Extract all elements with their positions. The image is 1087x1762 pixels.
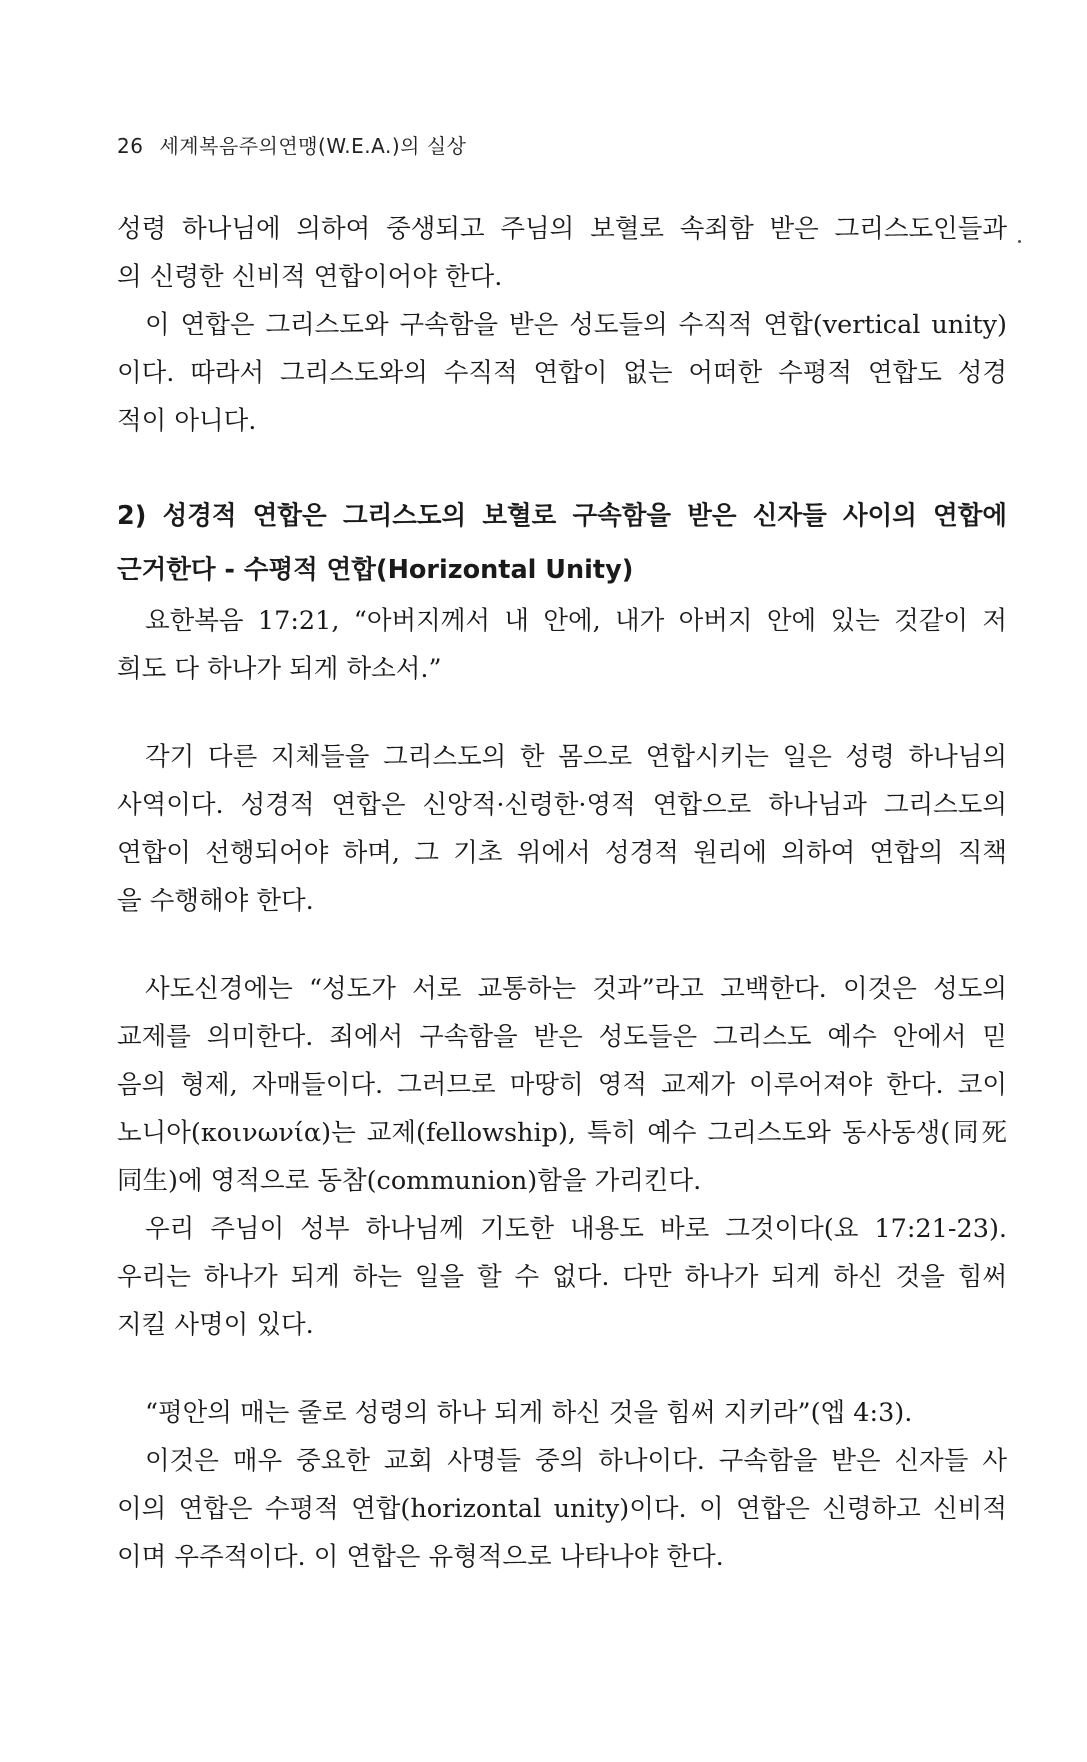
paragraph-gap [117, 693, 1007, 733]
paragraph-5 [117, 965, 1007, 1205]
margin-speck [1018, 240, 1021, 243]
text-line: 이며 우주적이다. 이 연합은 유형적으로 나타나야 한다. [117, 1542, 724, 1572]
heading-line: 근거한다 - 수평적 연합(Horizontal Unity) [117, 555, 634, 585]
text-line: 지킬 사명이 있다. [117, 1310, 314, 1340]
paragraph-4 [117, 733, 1007, 925]
text-line: 同生)에 영적으로 동참(communion)함을 가리킨다. [117, 1166, 702, 1196]
paragraph-1 [117, 205, 1007, 301]
text-line: 이의 연합은 수평적 연합(horizontal unity)이다. 이 연합은 신령하고 신비적 [117, 1494, 1007, 1524]
body-text [117, 205, 1007, 1581]
text-line: 사도신경에는 “성도가 서로 교통하는 것과”라고 고백한다. 이것은 성도의 [145, 974, 1007, 1004]
text-line: 요한복음 17:21, “아버지께서 내 안에, 내가 아버지 안에 있는 것같이 저 [145, 606, 1007, 636]
text-line: 을 수행해야 한다. [117, 886, 314, 916]
paragraph-gap [117, 1349, 1007, 1389]
text-line: 노니아(κοινωνία)는 교제(fellowship), 특히 예수 그리스도와 동사동생(同死 [117, 1118, 1007, 1148]
text-line: 우리 주님이 성부 하나님께 기도한 내용도 바로 그것이다(요 17:21-23). [145, 1214, 1007, 1244]
text-line: 사역이다. 성경적 연합은 신앙적·신령한·영적 연합으로 하나님과 그리스도의 [117, 790, 1007, 820]
text-line: 이 연합은 그리스도와 구속함을 받은 성도들의 수직적 연합(vertical unity) [145, 310, 1007, 340]
page-number: 26 [117, 134, 144, 158]
running-title: 세계복음주의연맹(W.E.A.)의 실상 [159, 134, 467, 158]
text-line: “평안의 매는 줄로 성령의 하나 되게 하신 것을 힘써 지키라”(엡 4:3). [145, 1398, 913, 1428]
running-header [117, 130, 466, 159]
text-line: 우리는 하나가 되게 하는 일을 할 수 없다. 다만 하나가 되게 하신 것을 힘써 [117, 1262, 1007, 1292]
text-line: 연합이 선행되어야 하며, 그 기초 위에서 성경적 원리에 의하여 연합의 직책 [117, 838, 1007, 868]
paragraph-gap [117, 925, 1007, 965]
paragraph-3 [117, 597, 1007, 693]
paragraph-6 [117, 1205, 1007, 1349]
paragraph-8 [117, 1437, 1007, 1581]
text-line: 교제를 의미한다. 죄에서 구속함을 받은 성도들은 그리스도 예수 안에서 믿 [117, 1022, 1007, 1052]
paragraph-gap [117, 445, 1007, 489]
text-line: 각기 다른 지체들을 그리스도의 한 몸으로 연합시키는 일은 성령 하나님의 [145, 742, 1007, 772]
text-line: 음의 형제, 자매들이다. 그러므로 마땅히 영적 교제가 이루어져야 한다. 코이 [117, 1070, 1007, 1100]
text-line: 희도 다 하나가 되게 하소서.” [117, 654, 442, 684]
quote-paragraph [117, 1389, 1007, 1437]
heading-line: 2) 성경적 연합은 그리스도의 보혈로 구속함을 받은 신자들 사이의 연합에 [117, 501, 1007, 531]
text-line: 이다. 따라서 그리스도와의 수직적 연합이 없는 어떠한 수평적 연합도 성경 [117, 358, 1007, 388]
paragraph-2 [117, 301, 1007, 445]
text-line: 의 신령한 신비적 연합이어야 한다. [117, 262, 503, 292]
text-line: 성령 하나님에 의하여 중생되고 주님의 보혈로 속죄함 받은 그리스도인들과 [117, 214, 1007, 244]
text-line: 이것은 매우 중요한 교회 사명들 중의 하나이다. 구속함을 받은 신자들 사 [145, 1446, 1007, 1476]
text-line: 적이 아니다. [117, 406, 257, 436]
section-heading [117, 489, 1007, 597]
